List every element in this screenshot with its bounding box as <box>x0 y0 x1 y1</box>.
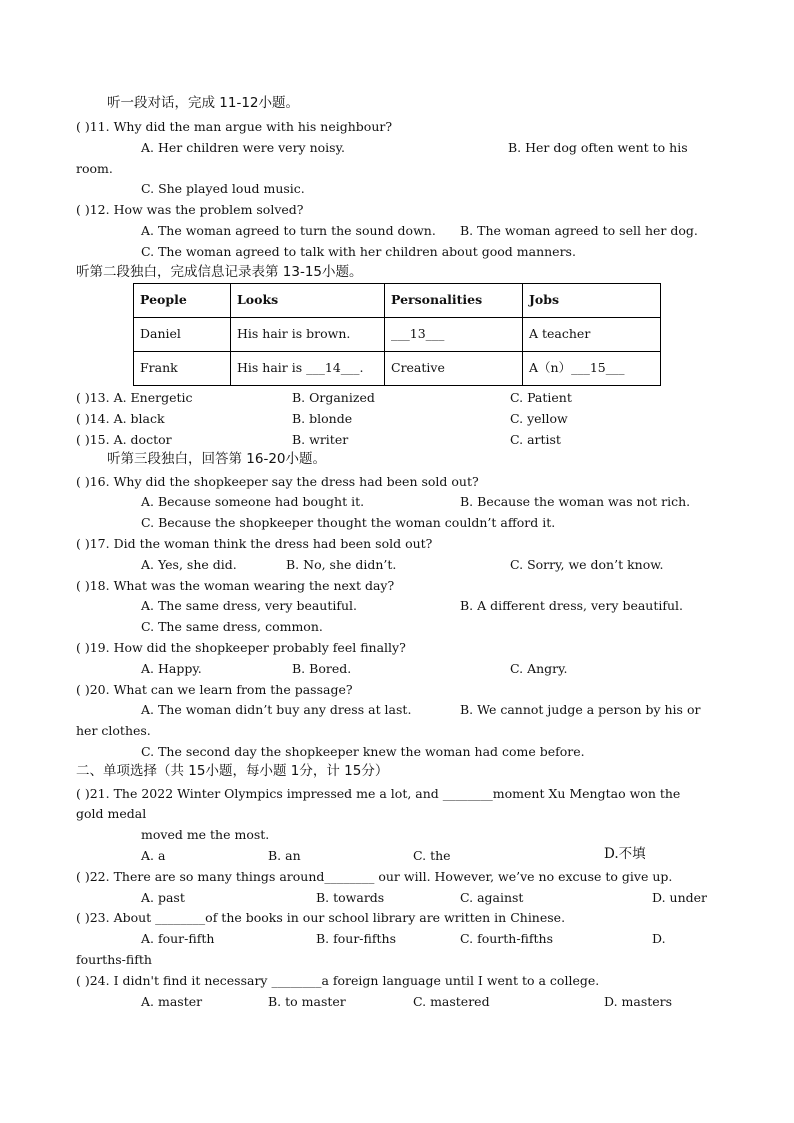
listening-heading-1: 听一段对话，完成 11-12小题。 <box>107 95 300 111</box>
table-cell: His hair is brown. <box>231 318 385 352</box>
question-24-stem: ( )24. I didn't find it necessary ________a foreign language until I went to a college. <box>76 973 600 988</box>
question-16-option-c: C. Because the shopkeeper thought the woman couldn’t afford it. <box>141 515 556 530</box>
section-2-heading: 二、单项选择（共 15小题，每小题 1分，计 15分） <box>76 763 389 779</box>
question-21-stem-cont: gold medal <box>76 806 147 821</box>
question-20-stem: ( )20. What can we learn from the passage? <box>76 682 353 697</box>
question-22-stem: ( )22. There are so many things around________ our will. However, we’ve no excuse to give up. <box>76 869 673 884</box>
question-18-stem: ( )18. What was the woman wearing the next day? <box>76 578 395 593</box>
question-21-option-c: C. the <box>413 848 451 863</box>
question-16-option-a: A. Because someone had bought it. <box>141 494 365 509</box>
question-23-option-a: A. four-fifth <box>141 931 215 946</box>
question-14-option-c: C. yellow <box>510 411 568 426</box>
question-23-option-d-cont: fourths-fifth <box>76 952 152 967</box>
question-20-option-b-cont: her clothes. <box>76 723 151 738</box>
question-22-option-d: D. under <box>652 890 707 905</box>
question-13-option-c: C. Patient <box>510 390 572 405</box>
question-11-stem: ( )11. Why did the man argue with his neighbour? <box>76 119 393 134</box>
question-24-option-a: A. master <box>141 994 203 1009</box>
question-15-option-c: C. artist <box>510 432 561 447</box>
question-16-stem: ( )16. Why did the shopkeeper say the dress had been sold out? <box>76 474 479 489</box>
question-12-option-a: A. The woman agreed to turn the sound down. <box>141 223 436 238</box>
question-11-option-b-cont: room. <box>76 161 113 176</box>
question-19-option-a: A. Happy. <box>141 661 202 676</box>
table-cell: Creative <box>385 352 523 386</box>
table-cell: Frank <box>134 352 231 386</box>
question-16-option-b: B. Because the woman was not rich. <box>460 494 691 509</box>
question-24-option-d: D. masters <box>604 994 673 1009</box>
question-14-stem: ( )14. A. black <box>76 411 165 426</box>
question-19-stem: ( )19. How did the shopkeeper probably feel finally? <box>76 640 406 655</box>
table-header-cell: People <box>134 284 231 318</box>
question-12-stem: ( )12. How was the problem solved? <box>76 202 304 217</box>
question-17-option-c: C. Sorry, we don’t know. <box>510 557 664 572</box>
table-row <box>134 352 661 386</box>
question-17-option-b: B. No, she didn’t. <box>286 557 397 572</box>
question-20-option-b: B. We cannot judge a person by his or <box>460 702 701 717</box>
question-11-option-c: C. She played loud music. <box>141 181 305 196</box>
table-header-row <box>134 284 661 318</box>
table-cell-blank-15: A（n）___15___ <box>523 352 661 386</box>
question-15-stem: ( )15. A. doctor <box>76 432 172 447</box>
table-header-cell: Jobs <box>523 284 661 318</box>
question-21-option-a: A. a <box>141 848 166 863</box>
question-12-option-b: B. The woman agreed to sell her dog. <box>460 223 698 238</box>
listening-heading-2: 听第二段独白，完成信息记录表第 13-15小题。 <box>76 264 363 280</box>
question-15-option-b: B. writer <box>292 432 349 447</box>
question-23-option-c: C. fourth-fifths <box>460 931 553 946</box>
table-cell: A teacher <box>523 318 661 352</box>
listening-heading-3: 听第三段独白，回答第 16-20小题。 <box>107 451 327 467</box>
table-header-cell: Looks <box>231 284 385 318</box>
question-21-option-b: B. an <box>268 848 301 863</box>
question-22-option-c: C. against <box>460 890 524 905</box>
question-11-option-a: A. Her children were very noisy. <box>141 140 345 155</box>
question-18-option-a: A. The same dress, very beautiful. <box>141 598 358 613</box>
table-cell: Daniel <box>134 318 231 352</box>
question-14-option-b: B. blonde <box>292 411 353 426</box>
question-17-stem: ( )17. Did the woman think the dress had been sold out? <box>76 536 433 551</box>
question-19-option-b: B. Bored. <box>292 661 352 676</box>
table-header-cell: Personalities <box>385 284 523 318</box>
question-20-option-c: C. The second day the shopkeeper knew the woman had come before. <box>141 744 585 759</box>
question-13-option-b: B. Organized <box>292 390 375 405</box>
question-18-option-c: C. The same dress, common. <box>141 619 323 634</box>
question-21-option-d: D.不填 <box>604 846 646 862</box>
question-13-stem: ( )13. A. Energetic <box>76 390 193 405</box>
question-24-option-b: B. to master <box>268 994 346 1009</box>
question-11-option-b: B. Her dog often went to his <box>508 140 688 155</box>
question-20-option-a: A. The woman didn’t buy any dress at last. <box>141 702 412 717</box>
question-23-option-b: B. four-fifths <box>316 931 396 946</box>
question-21-stem: ( )21. The 2022 Winter Olympics impressed me a lot, and ________moment Xu Mengtao won the <box>76 786 681 801</box>
question-22-option-a: A. past <box>141 890 185 905</box>
table-cell-blank-13: ___13___ <box>385 318 523 352</box>
table-cell-blank-14: His hair is ___14___. <box>231 352 385 386</box>
question-24-option-c: C. mastered <box>413 994 490 1009</box>
question-18-option-b: B. A different dress, very beautiful. <box>460 598 684 613</box>
question-23-stem: ( )23. About ________of the books in our school library are written in Chinese. <box>76 910 566 925</box>
question-17-option-a: A. Yes, she did. <box>141 557 237 572</box>
question-21-stem-cont-2: moved me the most. <box>141 827 270 842</box>
info-table <box>133 283 661 386</box>
table-row <box>134 318 661 352</box>
question-22-option-b: B. towards <box>316 890 385 905</box>
question-12-option-c: C. The woman agreed to talk with her children about good manners. <box>141 244 576 259</box>
question-23-option-d: D. <box>652 931 666 946</box>
question-19-option-c: C. Angry. <box>510 661 568 676</box>
